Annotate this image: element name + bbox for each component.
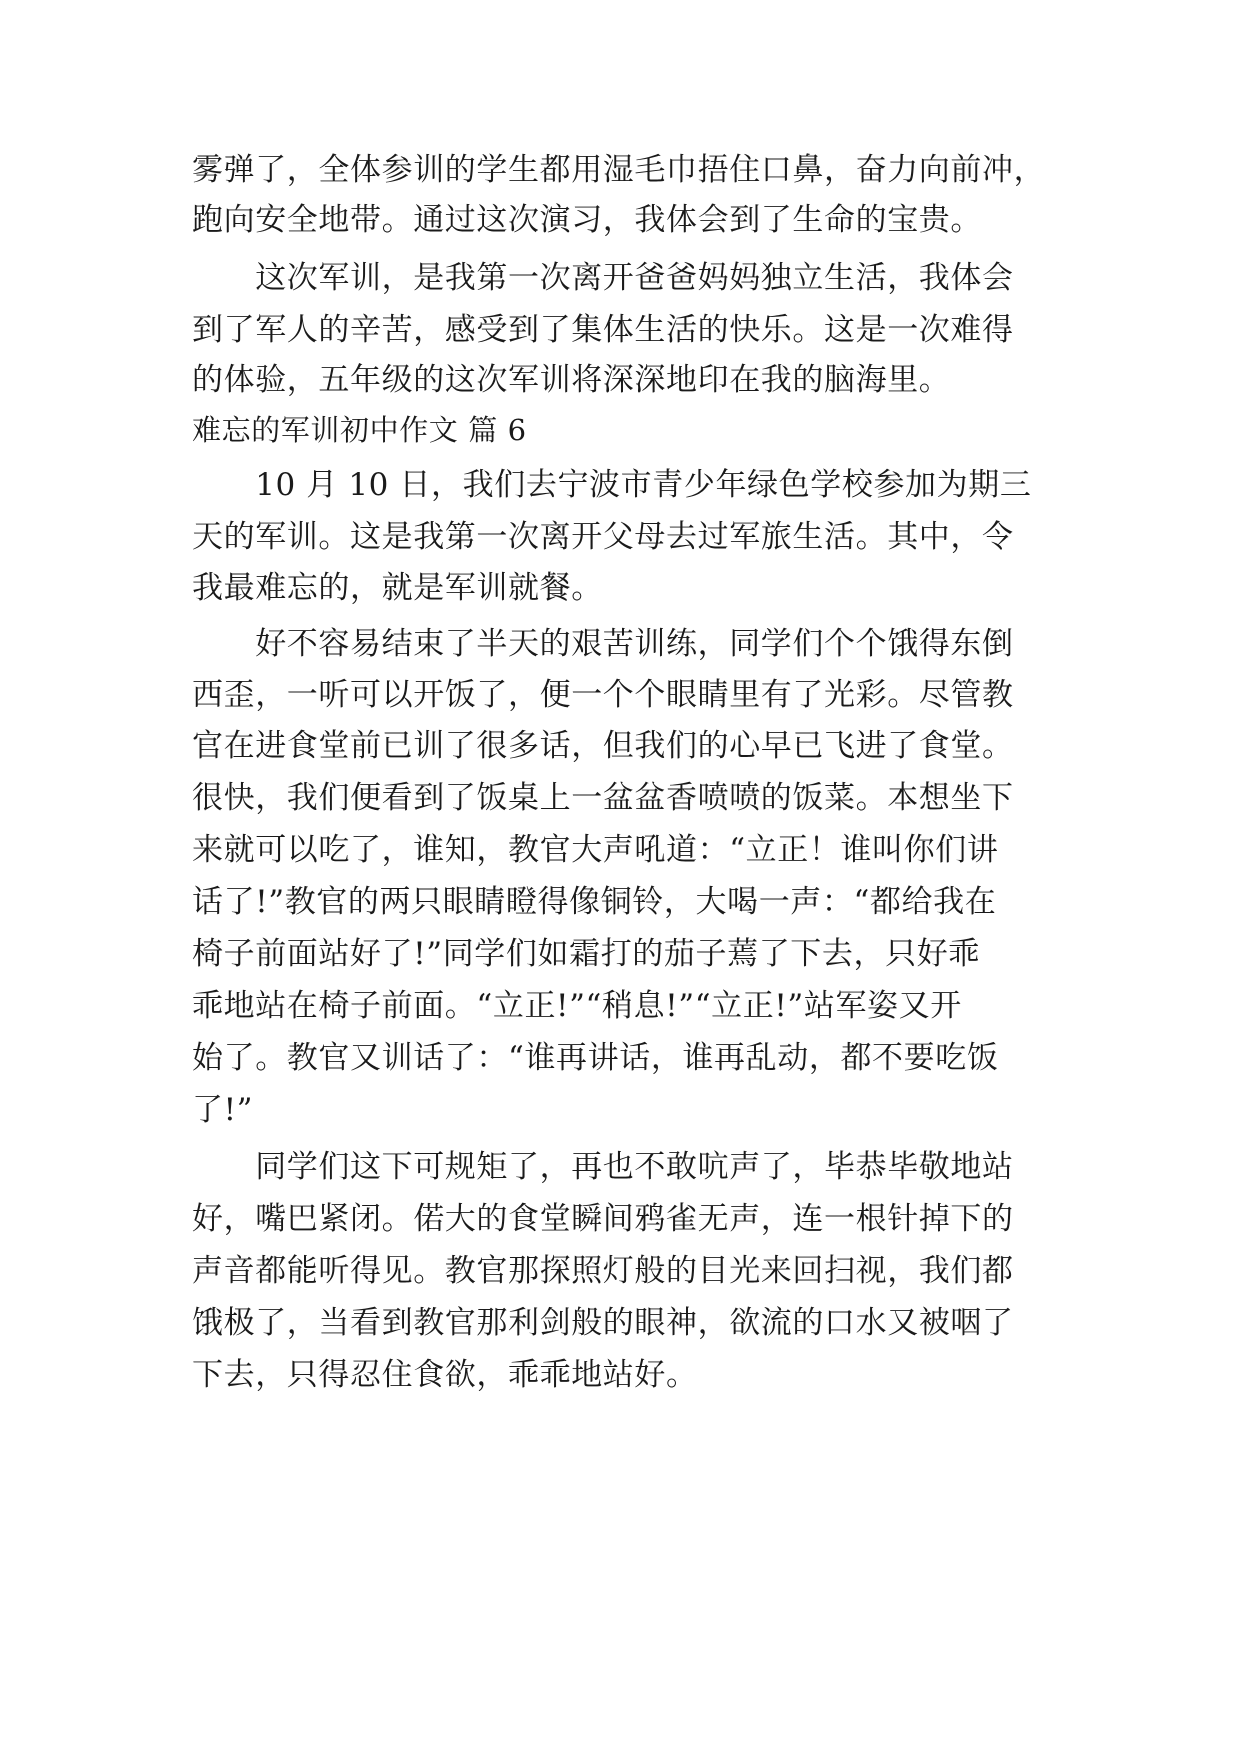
text-line: 同学们这下可规矩了，再也不敢吭声了，毕恭毕敬地站 [192,1149,1014,1185]
section-heading: 难忘的军训初中作文 篇 6 [192,413,527,447]
text-line: 这次军训，是我第一次离开爸爸妈妈独立生活，我体会 [192,260,1014,296]
text-line: 天的军训。这是我第一次离开父母去过军旅生活。其中，令 [192,519,1014,555]
text-line: 很快，我们便看到了饭桌上一盆盆香喷喷的饭菜。本想坐下 [192,780,1014,816]
text-line: 来就可以吃了，谁知，教官大声吼道：“立正！谁叫你们讲 [192,832,999,868]
text-line: 饿极了，当看到教官那利剑般的眼神，欲流的口水又被咽了 [192,1305,1014,1341]
text-line: 雾弹了，全体参训的学生都用湿毛巾捂住口鼻，奋力向前冲， [192,152,1046,188]
text-line: 了!” [192,1092,254,1128]
text-line: 下去，只得忍住食欲，乖乖地站好。 [192,1357,698,1393]
text-line: 话了!”教官的两只眼睛瞪得像铜铃，大喝一声：“都给我在 [192,884,997,920]
text-line: 好，嘴巴紧闭。偌大的食堂瞬间鸦雀无声，连一根针掉下的 [192,1201,1014,1237]
text-line: 西歪，一听可以开饭了，便一个个眼睛里有了光彩。尽管教 [192,677,1014,713]
text-line: 到了军人的辛苦，感受到了集体生活的快乐。这是一次难得 [192,312,1014,348]
text-line: 椅子前面站好了!”同学们如霜打的茄子蔫了下去，只好乖 [192,936,980,972]
text-line: 乖地站在椅子前面。“立正!”“稍息!”“立正!”站军姿又开 [192,988,962,1024]
text-line: 10 月 10 日，我们去宁波市青少年绿色学校参加为期三 [192,467,1032,503]
text-line: 的体验，五年级的这次军训将深深地印在我的脑海里。 [192,362,951,398]
text-line: 好不容易结束了半天的艰苦训练，同学们个个饿得东倒 [192,626,1014,662]
text-line: 我最难忘的，就是军训就餐。 [192,570,603,606]
text-line: 始了。教官又训话了：“谁再讲话，谁再乱动，都不要吃饭 [192,1040,999,1076]
text-line: 官在进食堂前已训了很多话，但我们的心早已飞进了食堂。 [192,728,1014,764]
text-line: 声音都能听得见。教官那探照灯般的目光来回扫视，我们都 [192,1253,1014,1289]
text-line: 跑向安全地带。通过这次演习，我体会到了生命的宝贵。 [192,202,982,238]
